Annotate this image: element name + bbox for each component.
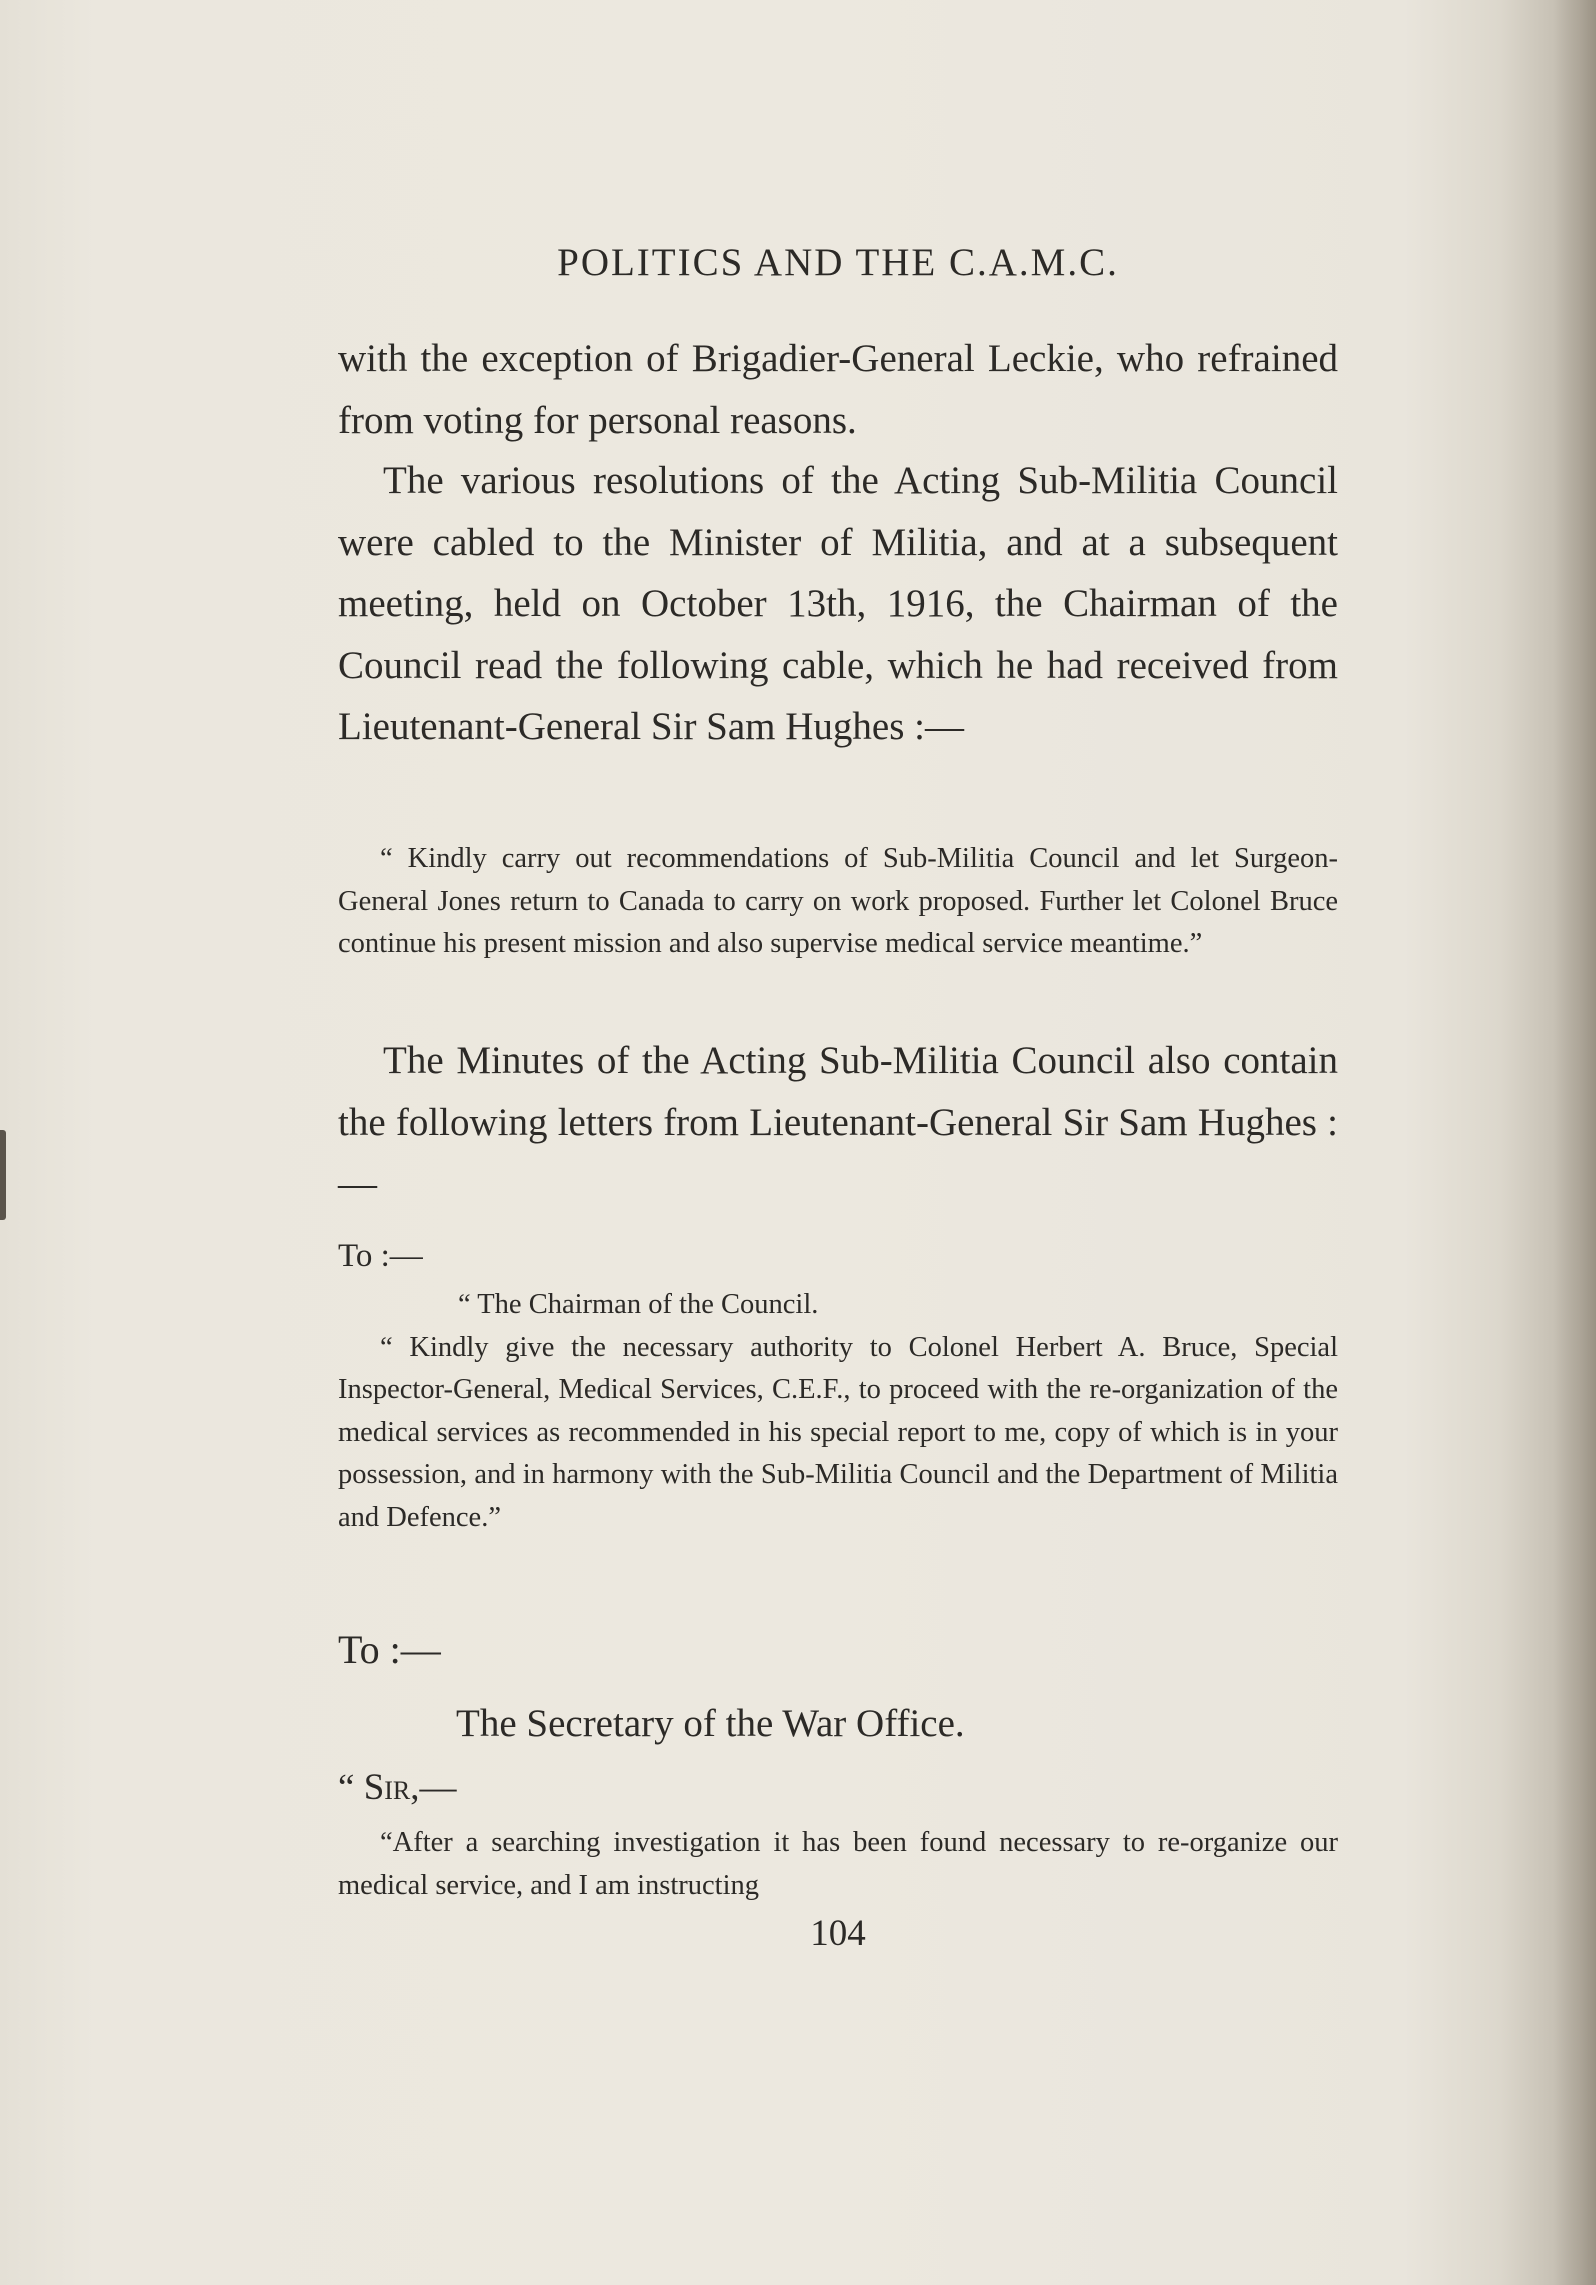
letter-1-to-label: To :— [338, 1238, 423, 1274]
letter-2-salutation [338, 1766, 1338, 1810]
cable-quote-block [338, 838, 1338, 966]
paragraph-3: The Minutes of the Acting Sub-Militia Council also contain the following letters from Lieutenant-General Sir Sam Hughes :— [338, 1039, 1338, 1205]
salutation-open-quote: “ [338, 1767, 364, 1808]
paragraph-1-block [338, 328, 1338, 451]
letter-2-text: “After a searching investigation it has been found necessary to re-organize our medical service, and I am instructing [338, 1827, 1338, 1901]
paragraph-2: The various resolutions of the Acting Sub-Militia Council were cabled to the Minister of Militia, and at a subsequent meeting, held on October 13th, 1916, the Chairman of the Council read the following cable, which he had received from Lieutenant-General Sir Sam Hughes :— [338, 459, 1338, 748]
paragraph-3-block [338, 1030, 1338, 1215]
cable-quote: “ Kindly carry out recommendations of Sub-Militia Council and let Surgeon-General Jones return to Canada to carry on work proposed. Further let Colonel Bruce continue his present mission and also supervise medical service meantime.” [338, 843, 1338, 959]
letter-1-text: “ Kindly give the necessary authority to Colonel Herbert A. Bruce, Special Inspector-General, Medical Services, C.E.F., to proceed with the re-organization of the medical services as recommended in his special report to me, copy of which is in your possession, and in harmony with the Sub-Militia Council and the Department of Militia and Defence.” [338, 1331, 1338, 1533]
salutation-word: Sir,— [363, 1767, 457, 1808]
page-number: 104 [810, 1913, 866, 1954]
paragraph-1: with the exception of Brigadier-General Leckie, who refrained from voting for personal reasons. [338, 337, 1338, 442]
running-header: POLITICS AND THE C.A.M.C. [557, 241, 1119, 284]
letter-1 [338, 1236, 1338, 1539]
letter-2 [338, 1626, 1338, 1907]
paragraph-2-block [338, 450, 1338, 758]
letter-1-addressee: “ The Chairman of the Council. [458, 1289, 819, 1320]
page-edge-mark [0, 1130, 6, 1220]
letter-2-to-label: To :— [338, 1627, 441, 1672]
letter-2-addressee: The Secretary of the War Office. [456, 1702, 965, 1745]
spine-shadow [1554, 0, 1596, 2285]
